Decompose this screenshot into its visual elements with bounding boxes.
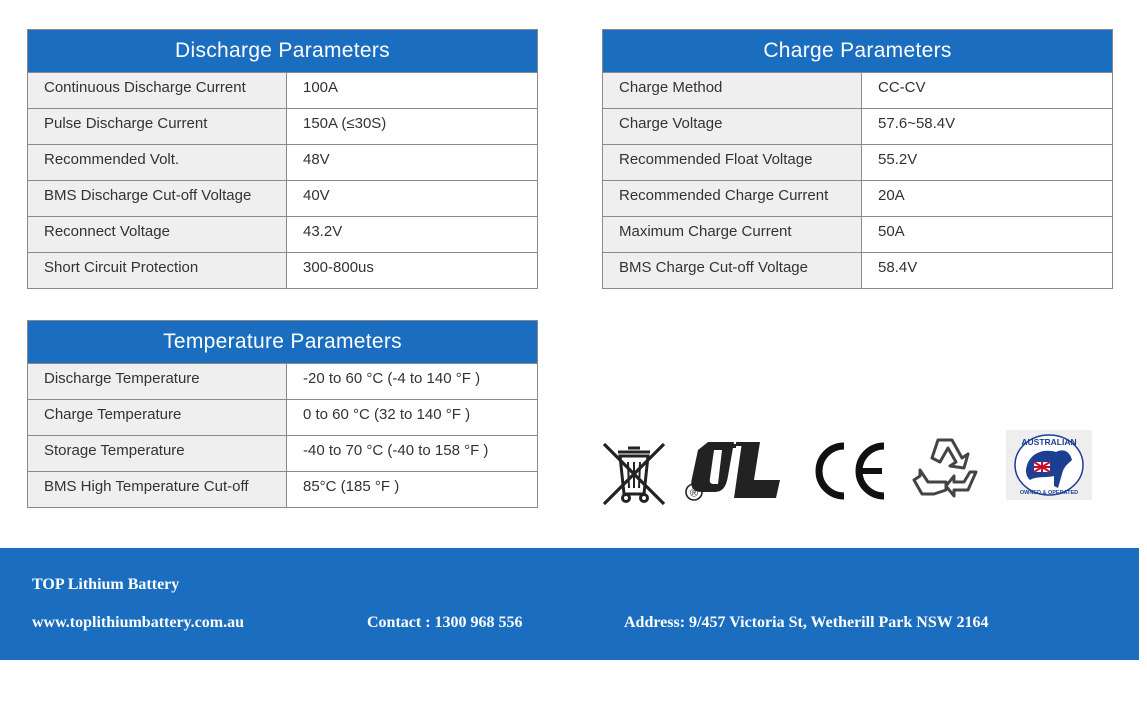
ul-mark-icon [684,440,788,502]
row-label: Continuous Discharge Current [28,73,287,108]
row-value: 57.6~58.4V [878,115,956,132]
discharge-table-title: Discharge Parameters [28,30,537,72]
row-value: 100A [303,79,339,96]
footer-address: Address: 9/457 Victoria St, Wetherill Park NSW 2164 [624,614,989,631]
row-label: BMS Discharge Cut-off Voltage [28,181,287,216]
weee-bin-icon [598,438,670,508]
table-row [28,471,537,507]
table-row [603,108,1112,144]
table-row [28,363,537,399]
ce-mark-icon [810,440,888,502]
table-row [603,144,1112,180]
recycle-icon [910,432,980,502]
row-value: 50A [878,223,905,240]
row-label: Recommended Charge Current [603,181,862,216]
row-label: Storage Temperature [28,436,287,471]
row-label: Charge Temperature [28,400,287,435]
table-row [603,180,1112,216]
table-row [603,72,1112,108]
table-row [603,216,1112,252]
temperature-parameters-table [27,320,538,508]
row-value: CC-CV [878,79,926,96]
row-label: Reconnect Voltage [28,217,287,252]
row-label: Recommended Volt. [28,145,287,180]
table-row [28,72,537,108]
discharge-parameters-table [27,29,538,289]
row-label: Charge Voltage [603,109,862,144]
row-value: 55.2V [878,151,918,168]
row-label: Discharge Temperature [28,364,287,399]
row-value: -20 to 60 °C (-4 to 140 °F ) [303,370,481,387]
footer-website-link[interactable]: www.toplithiumbattery.com.au [32,614,244,631]
row-label: BMS High Temperature Cut-off [28,472,287,507]
table-row [28,435,537,471]
row-value: 48V [303,151,330,168]
row-value: 150A (≤30S) [303,115,387,132]
row-value: 0 to 60 °C (32 to 140 °F ) [303,406,471,423]
row-value: -40 to 70 °C (-40 to 158 °F ) [303,442,489,459]
charge-table-title: Charge Parameters [603,30,1112,72]
row-label: Recommended Float Voltage [603,145,862,180]
row-label: Maximum Charge Current [603,217,862,252]
row-value: 20A [878,187,905,204]
row-label: Charge Method [603,73,862,108]
table-row [603,252,1112,288]
row-label: BMS Charge Cut-off Voltage [603,253,862,288]
australian-badge-top-text: AUSTRALIAN [1021,437,1077,447]
footer-brand: TOP Lithium Battery [32,576,180,593]
row-value: 58.4V [878,259,918,276]
temperature-table-title: Temperature Parameters [28,321,537,363]
table-row [28,399,537,435]
table-row [28,108,537,144]
table-row [28,180,537,216]
certification-logos [598,430,1098,510]
australian-owned-icon [1006,430,1092,500]
charge-parameters-table [602,29,1113,289]
table-row [28,216,537,252]
row-label: Short Circuit Protection [28,253,287,288]
table-row [28,252,537,288]
row-label: Pulse Discharge Current [28,109,287,144]
footer-contact: Contact : 1300 968 556 [367,614,523,631]
row-value: 40V [303,187,330,204]
ul-registered-mark: ® [689,487,699,500]
row-value: 43.2V [303,223,343,240]
australian-badge-bottom-text: OWNED & OPERATED [1019,490,1079,496]
footer-bar [0,548,1139,660]
row-value: 85°C (185 °F ) [303,478,400,495]
row-value: 300-800us [303,259,374,276]
table-row [28,144,537,180]
